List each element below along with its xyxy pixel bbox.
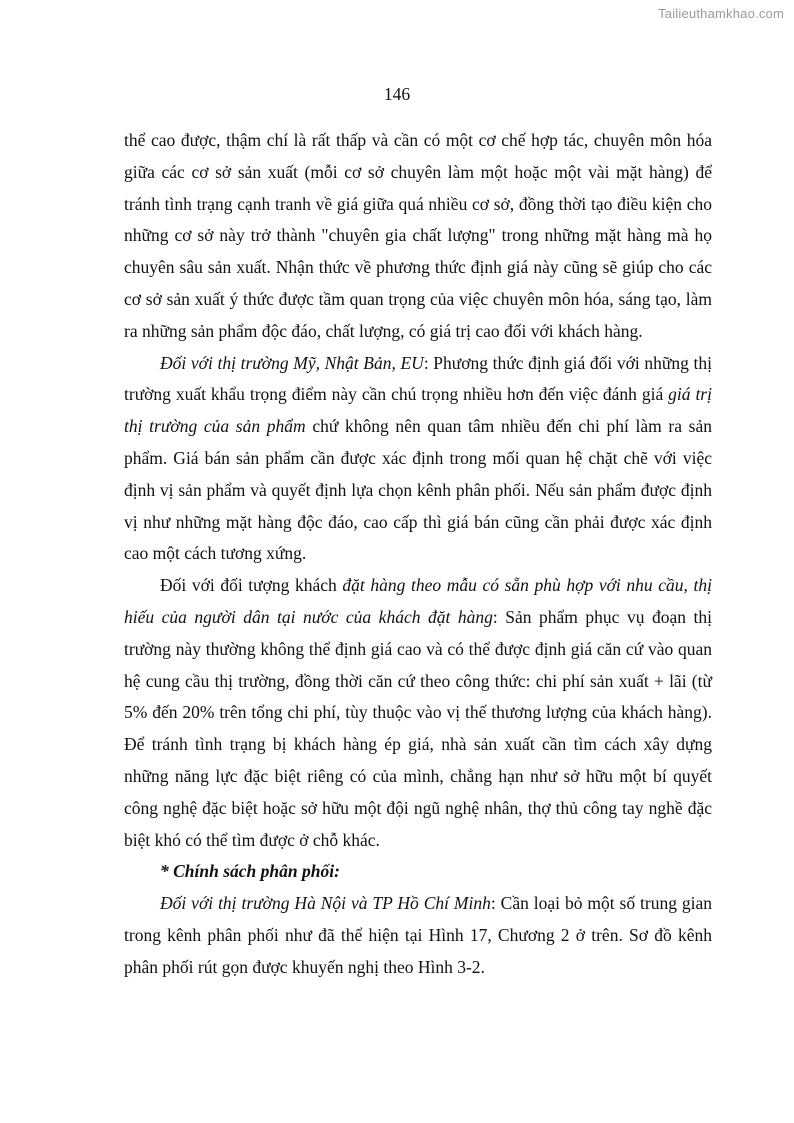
emphasis-text: đặt hàng theo mẫu có sẵn phù hợp với nhu cầu, thị hiếu của người dân tại nước của khách đặt hàng [124, 575, 712, 627]
watermark: Tailieuthamkhao.com [658, 6, 784, 21]
paragraph-text: : Sản phẩm phục vụ đoạn thị trường này thường không thể định giá cao và có thể được định giá căn cứ vào quan hệ cung cầu thị trường, đồng thời căn cứ theo công thức: chi phí sản xuất + lãi (từ 5% đến 20% trên tổng chi phí, tùy thuộc vào vị thế thương lượng của khách hàng). Để tránh tình trạng bị khách hàng ép giá, nhà sản xuất cần tìm cách xây dựng những năng lực đặc biệt riêng có của mình, chẳng hạn như sở hữu một bí quyết công nghệ đặc biệt hoặc sở hữu một đội ngũ nghệ nhân, thợ thủ công tay nghề đặc biệt khó có thể tìm được ở chỗ khác. [124, 606, 712, 850]
page-number: 146 [383, 84, 411, 104]
paragraph-text: : Phương thức định giá đối với những thị trường xuất khẩu trọng điểm này cần chú trọng nhiều hơn đến việc đánh giá [124, 352, 712, 405]
paragraph-hanoi-hcmc [124, 888, 712, 983]
emphasis-text: giá trị thị trường của sản phẩm [124, 384, 712, 437]
section-heading-distribution: * Chính sách phân phối: [160, 861, 340, 882]
document-body [124, 125, 712, 984]
paragraph-order-customers [124, 570, 712, 856]
market-lead: Đối với thị trường Hà Nội và TP Hồ Chí Minh [160, 893, 491, 914]
paragraph-continuation: thể cao được, thậm chí là rất thấp và cần có một cơ chế hợp tác, chuyên môn hóa giữa các cơ sở sản xuất (mỗi cơ sở chuyên làm một hoặc một vài mặt hàng) để tránh tình trạng cạnh tranh về giá giữa quá nhiều cơ sở, đồng thời tạo điều kiện cho những cơ sở này trở thành "chuyên gia chất lượng" trong những mặt hàng mà họ chuyên sâu sản xuất. Nhận thức về phương thức định giá này cũng sẽ giúp cho các cơ sở sản xuất ý thức được tầm quan trọng của việc chuyên môn hóa, sáng tạo, làm ra những sản phẩm độc đáo, chất lượng, có giá trị cao đối với khách hàng. [124, 130, 712, 341]
paragraph-text: chứ không nên quan tâm nhiều đến chi phí làm ra sản phẩm. Giá bán sản phẩm cần được xác định trong mối quan hệ chặt chẽ với việc định vị sản phẩm và quyết định lựa chọn kênh phân phối. Nếu sản phẩm được định vị như những mặt hàng độc đáo, cao cấp thì giá bán cũng cần phải được xác định cao một cách tương xứng. [124, 416, 712, 564]
paragraph-text: Đối với đối tượng khách [160, 575, 343, 596]
market-lead: Đối với thị trường Mỹ, Nhật Bản, EU [160, 352, 424, 373]
paragraph-text: : Cần loại bỏ một số trung gian trong kênh phân phối như đã thể hiện tại Hình 17, Chương 2 ở trên. Sơ đồ kênh phân phối rút gọn được khuyến nghị theo Hình 3-2. [124, 893, 712, 977]
paragraph-us-japan-eu [124, 348, 712, 571]
